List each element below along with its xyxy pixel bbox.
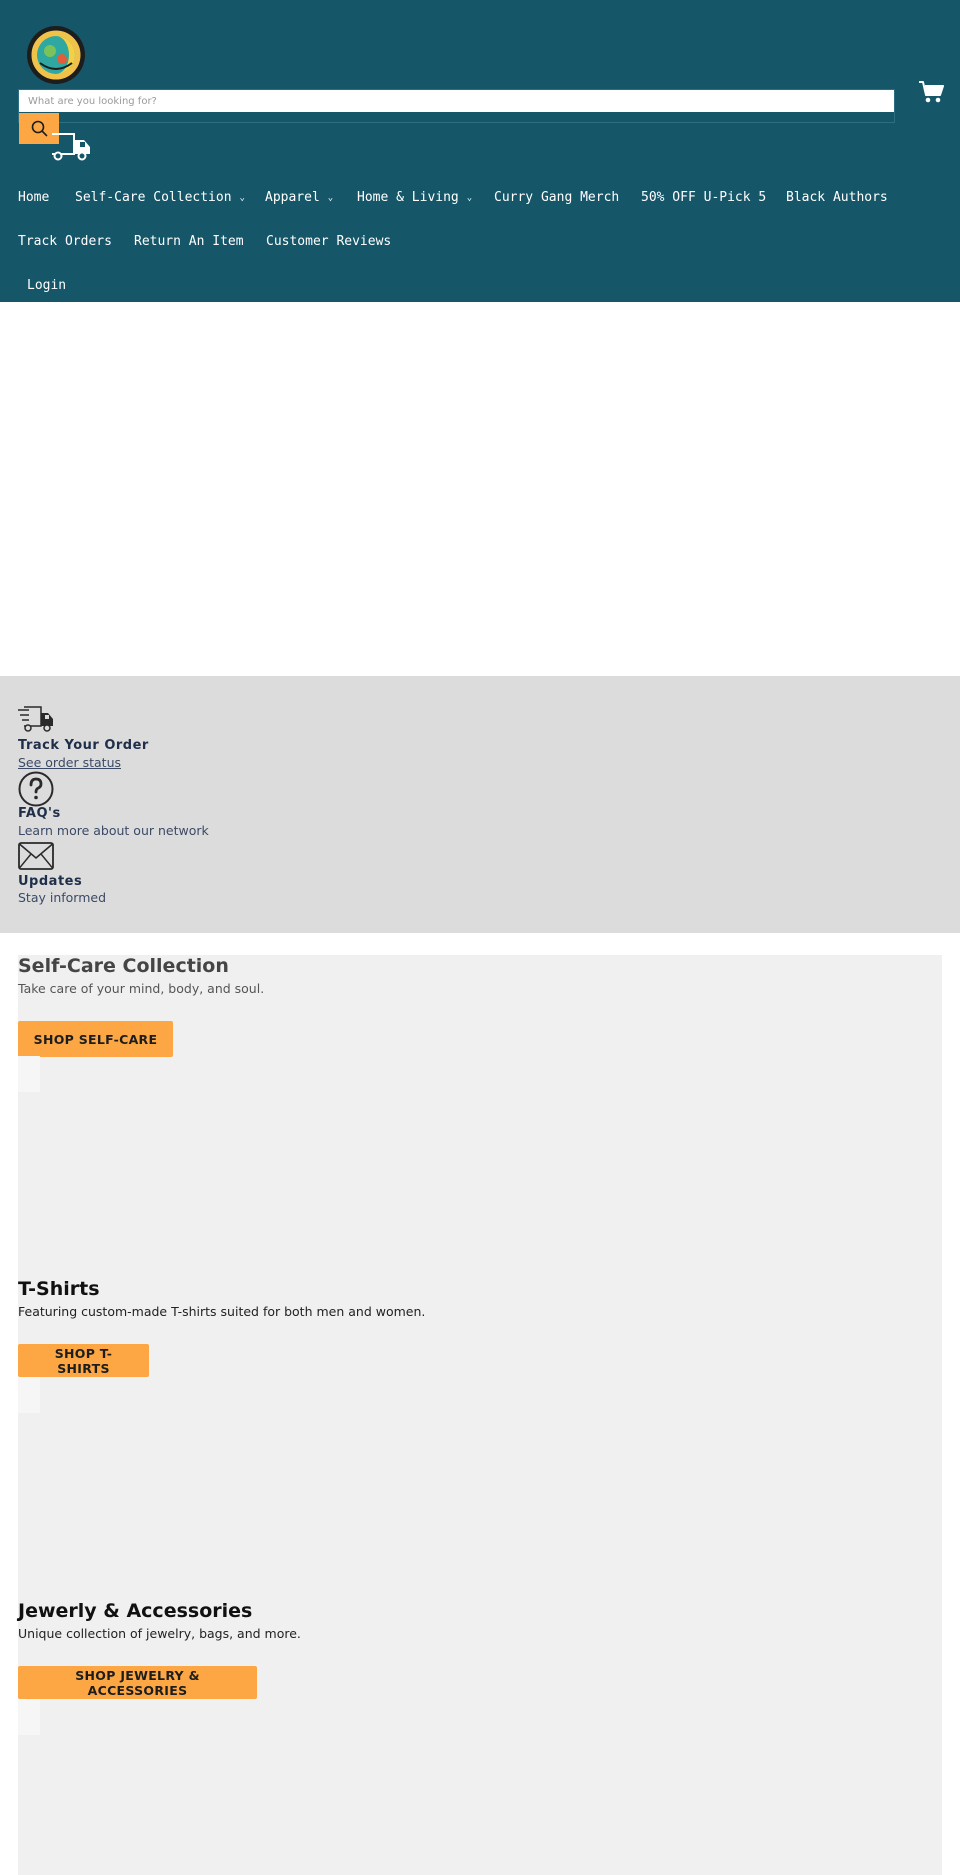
nav-item-label: Self-Care Collection — [75, 190, 232, 205]
collection-description-self-care: Take care of your mind, body, and soul. — [18, 981, 265, 996]
chevron-down-icon: ⌄ — [466, 193, 473, 203]
shop-jewelry-accessories-button[interactable]: SHOP JEWELRY & ACCESSORIES — [18, 1666, 257, 1699]
collection-title-t-shirts: T-Shirts — [18, 1278, 100, 1300]
info-title-updates: Updates — [18, 874, 83, 889]
info-text-faqs: Learn more about our network — [18, 823, 209, 838]
search-input[interactable] — [19, 90, 894, 112]
chevron-down-icon: ⌄ — [327, 193, 334, 203]
collections-background — [18, 955, 942, 1875]
nav-item-home-living[interactable] — [357, 186, 472, 210]
nav-item-u-pick-5[interactable] — [641, 186, 766, 210]
collection-description-t-shirts: Featuring custom-made T-shirts suited for both men and women. — [18, 1304, 426, 1319]
nav-item-label: Return An Item — [134, 234, 244, 249]
truck-icon[interactable] — [50, 130, 92, 162]
nav-item-track-orders[interactable] — [18, 230, 112, 254]
collection-title-self-care: Self-Care Collection — [18, 955, 229, 977]
login-label: Login — [27, 278, 67, 293]
info-title-faqs: FAQ's — [18, 806, 61, 821]
nav-item-curry-gang-merch[interactable] — [494, 186, 619, 210]
nav-item-label: Apparel — [265, 190, 320, 205]
nav-item-label: Customer Reviews — [266, 234, 392, 249]
shop-self-care-button[interactable]: SHOP SELF-CARE — [18, 1021, 173, 1057]
logo-emblem-icon — [26, 25, 86, 85]
chevron-down-icon: ⌄ — [239, 193, 245, 203]
store-logo[interactable] — [26, 25, 86, 85]
collection-image-placeholder — [18, 1699, 40, 1735]
nav-item-home[interactable] — [18, 186, 49, 210]
collection-image-placeholder — [18, 1056, 40, 1092]
nav-item-label: Home & Living — [357, 190, 459, 205]
info-text-updates: Stay informed — [18, 890, 107, 905]
search-bar — [18, 89, 895, 123]
hero-banner — [0, 302, 960, 676]
mail-icon — [18, 842, 54, 870]
nav-item-self-care-collection[interactable] — [75, 186, 245, 210]
info-title-track-order: Track Your Order — [18, 738, 149, 753]
info-bar — [0, 676, 960, 933]
question-icon — [18, 771, 54, 807]
nav-item-customer-reviews[interactable] — [266, 230, 391, 254]
truck-icon — [18, 706, 54, 732]
search-icon — [31, 120, 48, 137]
nav-item-black-authors[interactable] — [786, 186, 888, 210]
nav-item-label: Track Orders — [18, 234, 112, 249]
nav-item-label: Curry Gang Merch — [494, 190, 620, 205]
nav-item-return-an-item[interactable] — [134, 230, 244, 254]
shop-t-shirts-button[interactable]: SHOP T-SHIRTS — [18, 1344, 149, 1377]
nav-item-label: Black Authors — [786, 190, 888, 205]
cart-icon[interactable] — [918, 80, 944, 104]
collection-image-placeholder — [18, 1377, 40, 1413]
order-status-link[interactable]: See order status — [18, 755, 122, 770]
collection-title-jewelry-accessories: Jewerly & Accessories — [18, 1600, 253, 1622]
login-link[interactable] — [27, 274, 66, 298]
collection-description-jewelry-accessories: Unique collection of jewelry, bags, and more. — [18, 1626, 301, 1641]
nav-item-label: Home — [18, 190, 50, 205]
site-header — [0, 0, 960, 302]
nav-item-apparel[interactable] — [265, 186, 333, 210]
nav-item-label: 50% OFF U-Pick 5 — [641, 190, 767, 205]
